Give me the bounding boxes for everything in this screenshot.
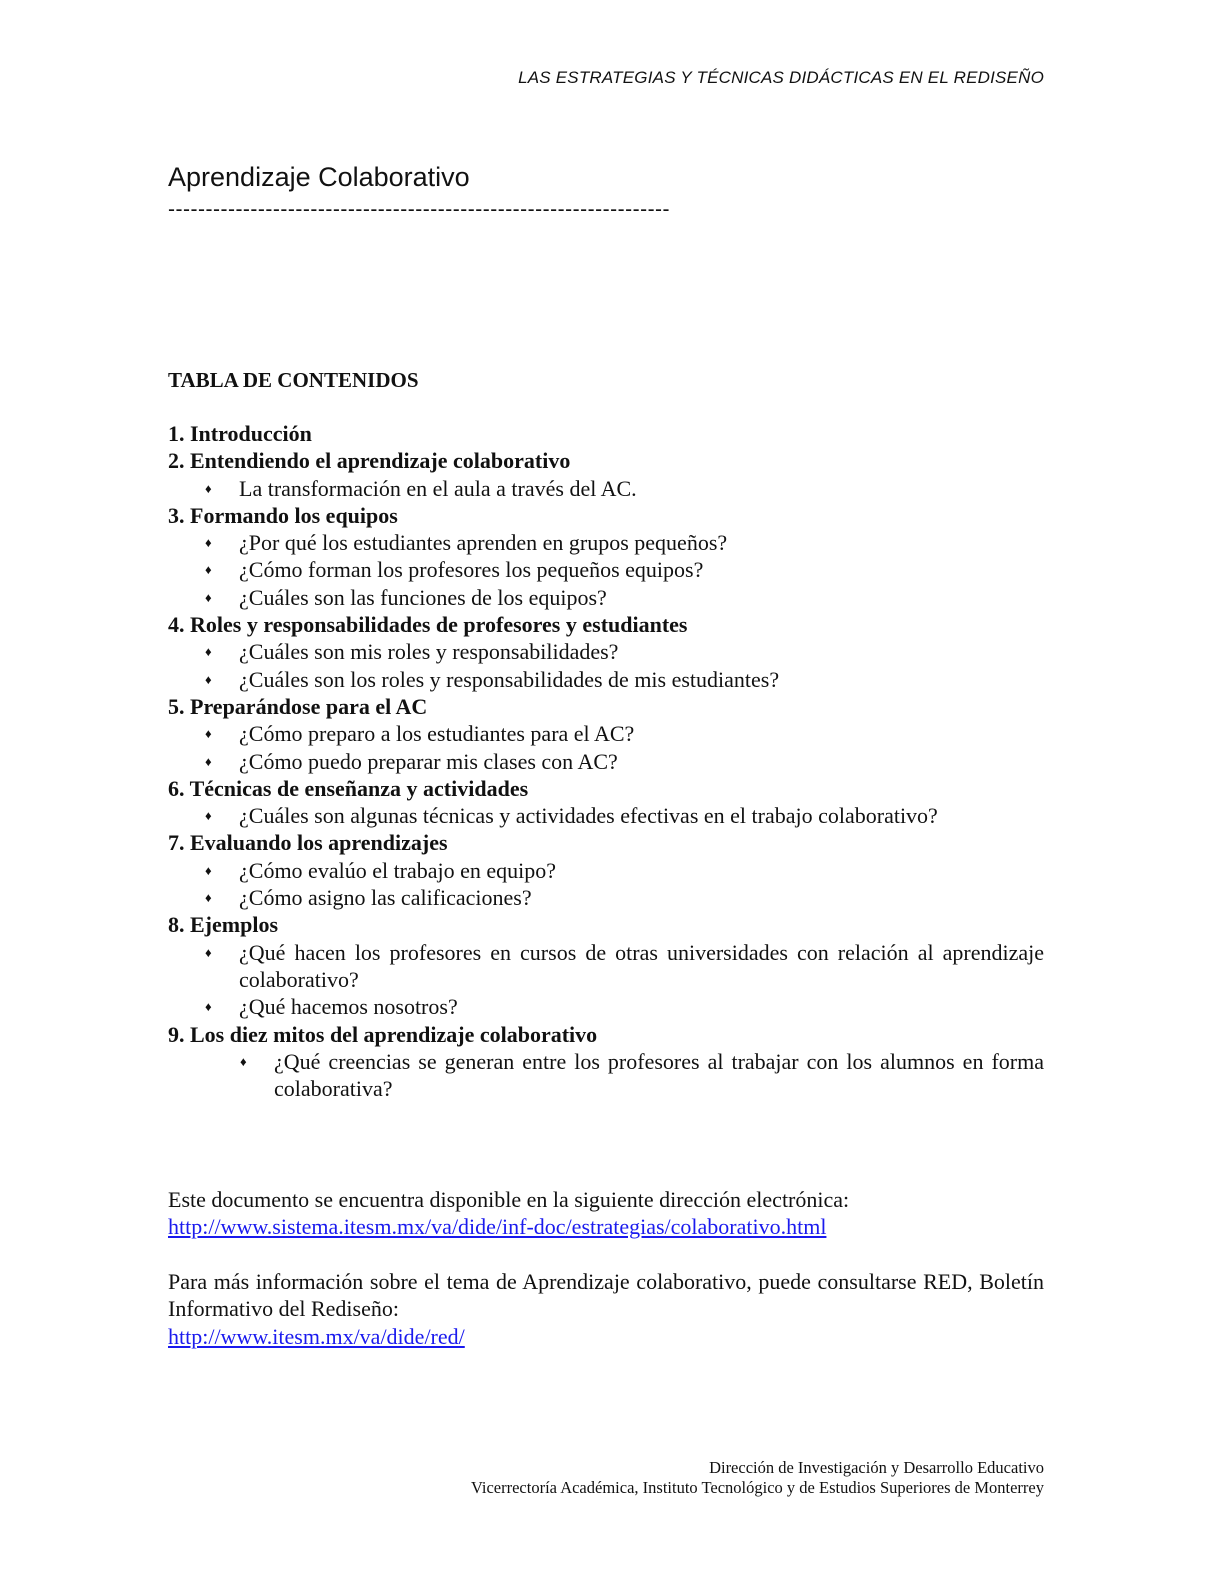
toc-item-text: ¿Cuáles son mis roles y responsabilidades? [239, 639, 619, 665]
toc-item [168, 720, 1044, 747]
table-of-contents [168, 420, 1044, 1102]
toc-item [168, 857, 1044, 884]
toc-item-text: ¿Cómo forman los profesores los pequeños equipos? [239, 557, 704, 583]
toc-item-text: ¿Cómo preparo a los estudiantes para el AC? [239, 721, 635, 747]
diamond-bullet-icon: ♦ [205, 890, 212, 906]
toc-item [168, 475, 1044, 502]
diamond-bullet-icon: ♦ [205, 589, 212, 605]
toc-section-6: 6. Técnicas de enseñanza y actividades [168, 775, 529, 801]
diamond-bullet-icon: ♦ [205, 726, 212, 742]
toc-item-text: ¿Cuáles son las funciones de los equipos? [239, 584, 607, 610]
toc-section-9: 9. Los diez mitos del aprendizaje colaborativo [168, 1021, 598, 1047]
diamond-bullet-icon: ♦ [205, 999, 212, 1015]
diamond-bullet-icon: ♦ [205, 944, 212, 960]
toc-item-text: La transformación en el aula a través del AC. [239, 475, 637, 501]
toc-item [168, 993, 1044, 1020]
availability-text: Este documento se encuentra disponible en la siguiente dirección electrónica: [168, 1187, 850, 1212]
diamond-bullet-icon: ♦ [205, 808, 212, 824]
toc-item-text: ¿Qué hacemos nosotros? [239, 994, 458, 1020]
running-header: LAS ESTRATEGIAS Y TÉCNICAS DIDÁCTICAS EN EL REDISEÑO [518, 68, 1044, 87]
more-info-note [168, 1268, 1044, 1350]
toc-item-text: ¿Qué hacen los profesores en cursos de otras universidades con relación al aprendizaje colaborativo? [239, 939, 1044, 992]
title-rule: ------------------------------------------------------------------- [168, 198, 671, 221]
toc-item [168, 802, 1044, 829]
toc-item [168, 556, 1044, 583]
more-info-text: Para más información sobre el tema de Aprendizaje colaborativo, puede consultarse RED, Boletín Informativo del Rediseño: [168, 1269, 1044, 1322]
toc-item-text: ¿Cómo asigno las calificaciones? [239, 885, 532, 911]
document-url-link[interactable]: http://www.sistema.itesm.mx/va/dide/inf-doc/estrategias/colaborativo.html [168, 1214, 827, 1240]
toc-item-text: ¿Qué creencias se generan entre los profesores al trabajar con los alumnos en forma colaborativa? [274, 1048, 1044, 1102]
toc-item [168, 666, 1044, 693]
diamond-bullet-icon: ♦ [205, 480, 212, 496]
toc-item [168, 529, 1044, 556]
diamond-bullet-icon: ♦ [205, 862, 212, 878]
toc-section-5: 5. Preparándose para el AC [168, 693, 428, 719]
toc-section-2: 2. Entendiendo el aprendizaje colaborativo [168, 448, 571, 474]
toc-item [168, 584, 1044, 611]
diamond-bullet-icon: ♦ [205, 671, 212, 687]
toc-section-4: 4. Roles y responsabilidades de profesores y estudiantes [168, 612, 688, 638]
toc-section-1: 1. Introducción [168, 421, 312, 446]
availability-note [168, 1186, 1044, 1241]
toc-section-3: 3. Formando los equipos [168, 502, 398, 528]
toc-section-7: 7. Evaluando los aprendizajes [168, 830, 448, 856]
diamond-bullet-icon: ♦ [240, 1053, 247, 1069]
toc-item-text: ¿Cómo puedo preparar mis clases con AC? [239, 748, 618, 774]
footer-line-2: Vicerrectoría Académica, Instituto Tecnológico y de Estudios Superiores de Monterrey [470, 1478, 1044, 1497]
toc-item [168, 884, 1044, 911]
toc-item [168, 748, 1044, 775]
diamond-bullet-icon: ♦ [205, 644, 212, 660]
diamond-bullet-icon: ♦ [205, 535, 212, 551]
toc-item [168, 638, 1044, 665]
toc-item [168, 1048, 1044, 1103]
toc-item-text: ¿Cuáles son los roles y responsabilidades de mis estudiantes? [239, 666, 780, 692]
toc-item [168, 939, 1044, 994]
diamond-bullet-icon: ♦ [205, 753, 212, 769]
document-title: Aprendizaje Colaborativo [168, 162, 470, 192]
toc-item-text: ¿Por qué los estudiantes aprenden en grupos pequeños? [239, 530, 728, 556]
toc-item-text: ¿Cuáles son algunas técnicas y actividades efectivas en el trabajo colaborativo? [239, 803, 938, 829]
toc-heading: TABLA DE CONTENIDOS [168, 368, 419, 392]
page-footer [471, 1458, 1044, 1498]
footer-line-1: Dirección de Investigación y Desarrollo Educativo [709, 1458, 1044, 1477]
toc-item-text: ¿Cómo evalúo el trabajo en equipo? [239, 857, 557, 883]
diamond-bullet-icon: ♦ [205, 562, 212, 578]
toc-section-8: 8. Ejemplos [168, 912, 278, 938]
red-bulletin-link[interactable]: http://www.itesm.mx/va/dide/red/ [168, 1323, 465, 1349]
